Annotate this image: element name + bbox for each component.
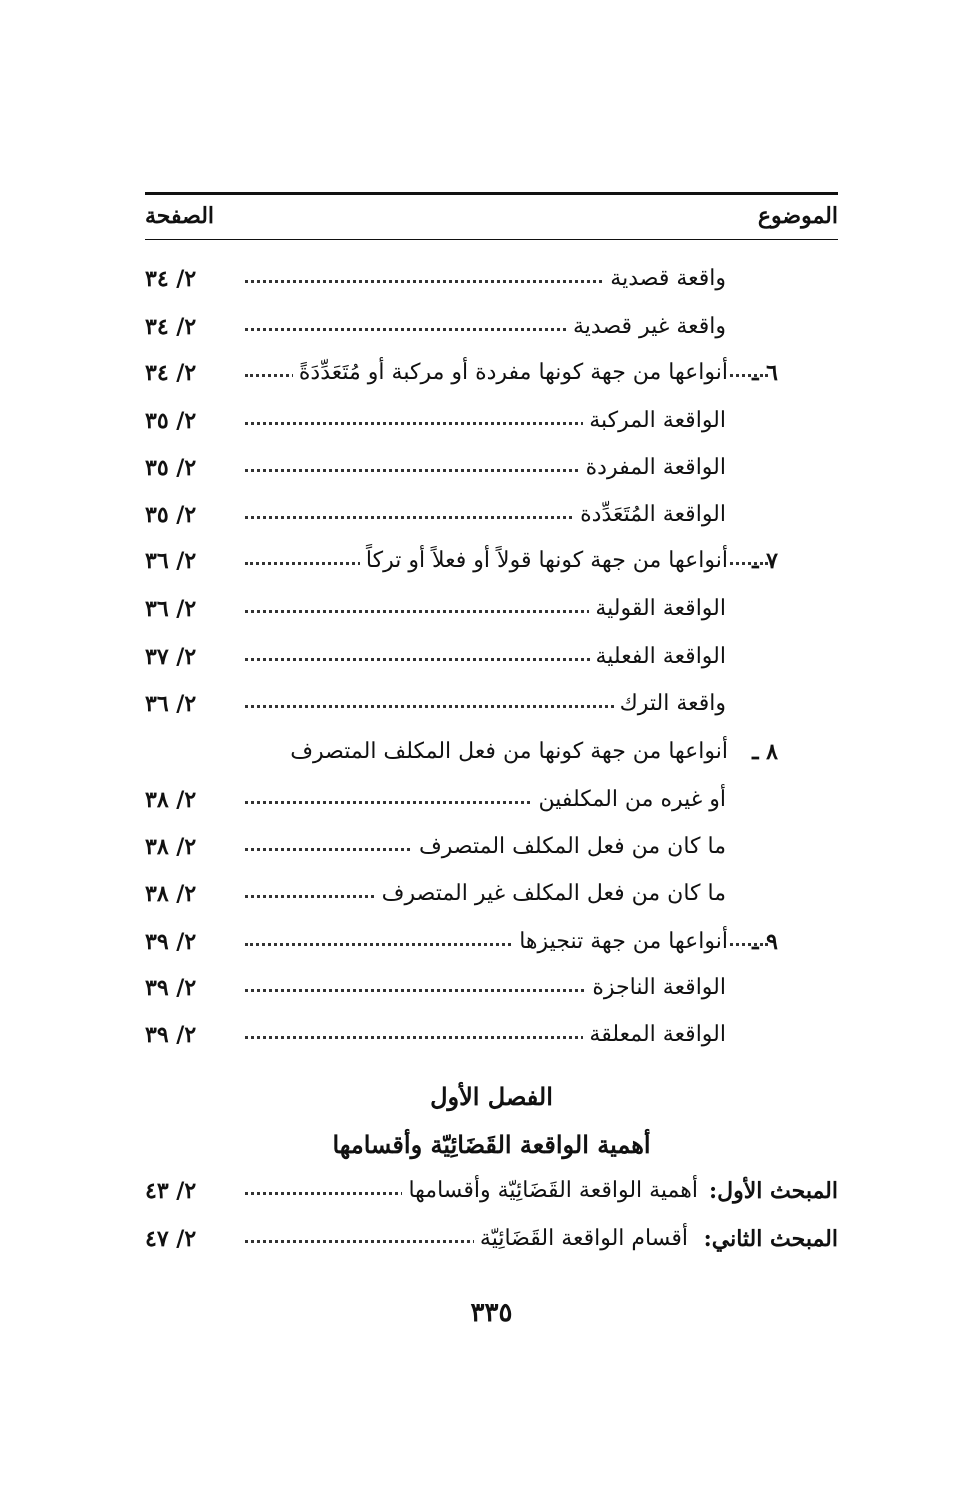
section-title: أقسام الواقعة القَضَائِيّة xyxy=(474,1226,688,1251)
entry-title: أنواعها من جهة كونها من فعل المكلف المتصرف xyxy=(284,739,728,764)
toc-row xyxy=(145,877,838,917)
entry-page: ٢/ ٣٩ xyxy=(145,1022,197,1048)
entry-title: أو غيره من المكلفين xyxy=(532,787,726,812)
section-row xyxy=(145,1222,838,1262)
topic-column-label: الموضوع xyxy=(757,203,838,229)
entry-title: الواقعة الناجزة xyxy=(586,975,726,1000)
entry-page: ٢/ ٣٤ xyxy=(145,314,197,340)
entry-title: واقعة قصدية xyxy=(604,266,726,291)
toc-row xyxy=(145,687,838,727)
section-label: المبحث الأول: xyxy=(703,1178,838,1204)
toc-row xyxy=(145,592,838,632)
entry-page: ٢/ ٣٩ xyxy=(145,929,197,955)
entry-title: واقعة غير قصدية xyxy=(567,314,726,339)
entry-title: الواقعة المُتَعَدِّدة xyxy=(574,502,726,527)
entry-number: ٧ ـ xyxy=(752,548,778,574)
entry-title: الواقعة المعلقة xyxy=(583,1022,726,1047)
toc-header xyxy=(145,192,838,240)
section-page: ٢/ ٤٣ xyxy=(145,1178,197,1204)
toc-row xyxy=(145,971,838,1011)
entry-page: ٢/ ٣٤ xyxy=(145,360,197,386)
entry-page: ٢/ ٣٥ xyxy=(145,502,197,528)
entry-number: ٦ ـ xyxy=(752,360,778,386)
entry-title: الواقعة المفردة xyxy=(580,455,726,480)
entry-page: ٢/ ٣٦ xyxy=(145,596,197,622)
toc-row xyxy=(145,735,838,775)
page-column-label: الصفحة xyxy=(145,203,215,229)
entry-title: الواقعة القولية xyxy=(589,596,726,621)
chapter-subtitle: أهمية الواقعة القَضَائِيّة وأقسامها xyxy=(332,1130,651,1159)
entry-page: ٢/ ٣٧ xyxy=(145,644,197,670)
entry-page: ٢/ ٣٤ xyxy=(145,266,197,292)
toc-row xyxy=(145,451,838,491)
entry-title: ما كان من فعل المكلف المتصرف xyxy=(413,834,726,859)
entry-page: ٢/ ٣٦ xyxy=(145,548,197,574)
entry-title: الواقعة المركبة xyxy=(583,408,726,433)
toc-row xyxy=(145,1018,838,1058)
entry-title: أنواعها من جهة تنجيزها xyxy=(513,929,728,954)
toc-row xyxy=(145,544,838,584)
entry-number: ٨ ـ xyxy=(752,739,778,765)
page-number: ٣٣٥ xyxy=(470,1298,513,1328)
entry-page: ٢/ ٣٨ xyxy=(145,881,197,907)
toc-row xyxy=(145,262,838,302)
section-title: أهمية الواقعة القَضَائِيّة وأقسامها xyxy=(402,1178,698,1203)
entry-page: ٢/ ٣٥ xyxy=(145,408,197,434)
entry-number: ٩ ـ xyxy=(752,929,778,955)
toc-row xyxy=(145,356,838,396)
toc-row xyxy=(145,498,838,538)
entry-title: أنواعها من جهة كونها مفردة أو مركبة أو مُتَعَدِّدَةً xyxy=(293,360,728,385)
toc-row xyxy=(145,783,838,823)
entry-title: الواقعة الفعلية xyxy=(590,644,727,669)
entry-page: ٢/ ٣٦ xyxy=(145,691,197,717)
toc-row xyxy=(145,830,838,870)
entry-page: ٢/ ٣٨ xyxy=(145,787,197,813)
section-page: ٢/ ٤٧ xyxy=(145,1226,197,1252)
section-row xyxy=(145,1174,838,1214)
toc-row xyxy=(145,925,838,965)
entry-title: ما كان من فعل المكلف غير المتصرف xyxy=(376,881,726,906)
toc-row xyxy=(145,310,838,350)
entry-title: واقعة الترك xyxy=(614,691,726,716)
toc-row xyxy=(145,640,838,680)
entry-title: أنواعها من جهة كونها قولاً أو فعلاً أو تركاً xyxy=(360,548,728,573)
entry-page: ٢/ ٣٩ xyxy=(145,975,197,1001)
entry-page: ٢/ ٣٨ xyxy=(145,834,197,860)
section-label: المبحث الثاني: xyxy=(698,1226,838,1252)
entry-page: ٢/ ٣٥ xyxy=(145,455,197,481)
chapter-title: الفصل الأول xyxy=(430,1082,553,1111)
toc-row xyxy=(145,404,838,444)
